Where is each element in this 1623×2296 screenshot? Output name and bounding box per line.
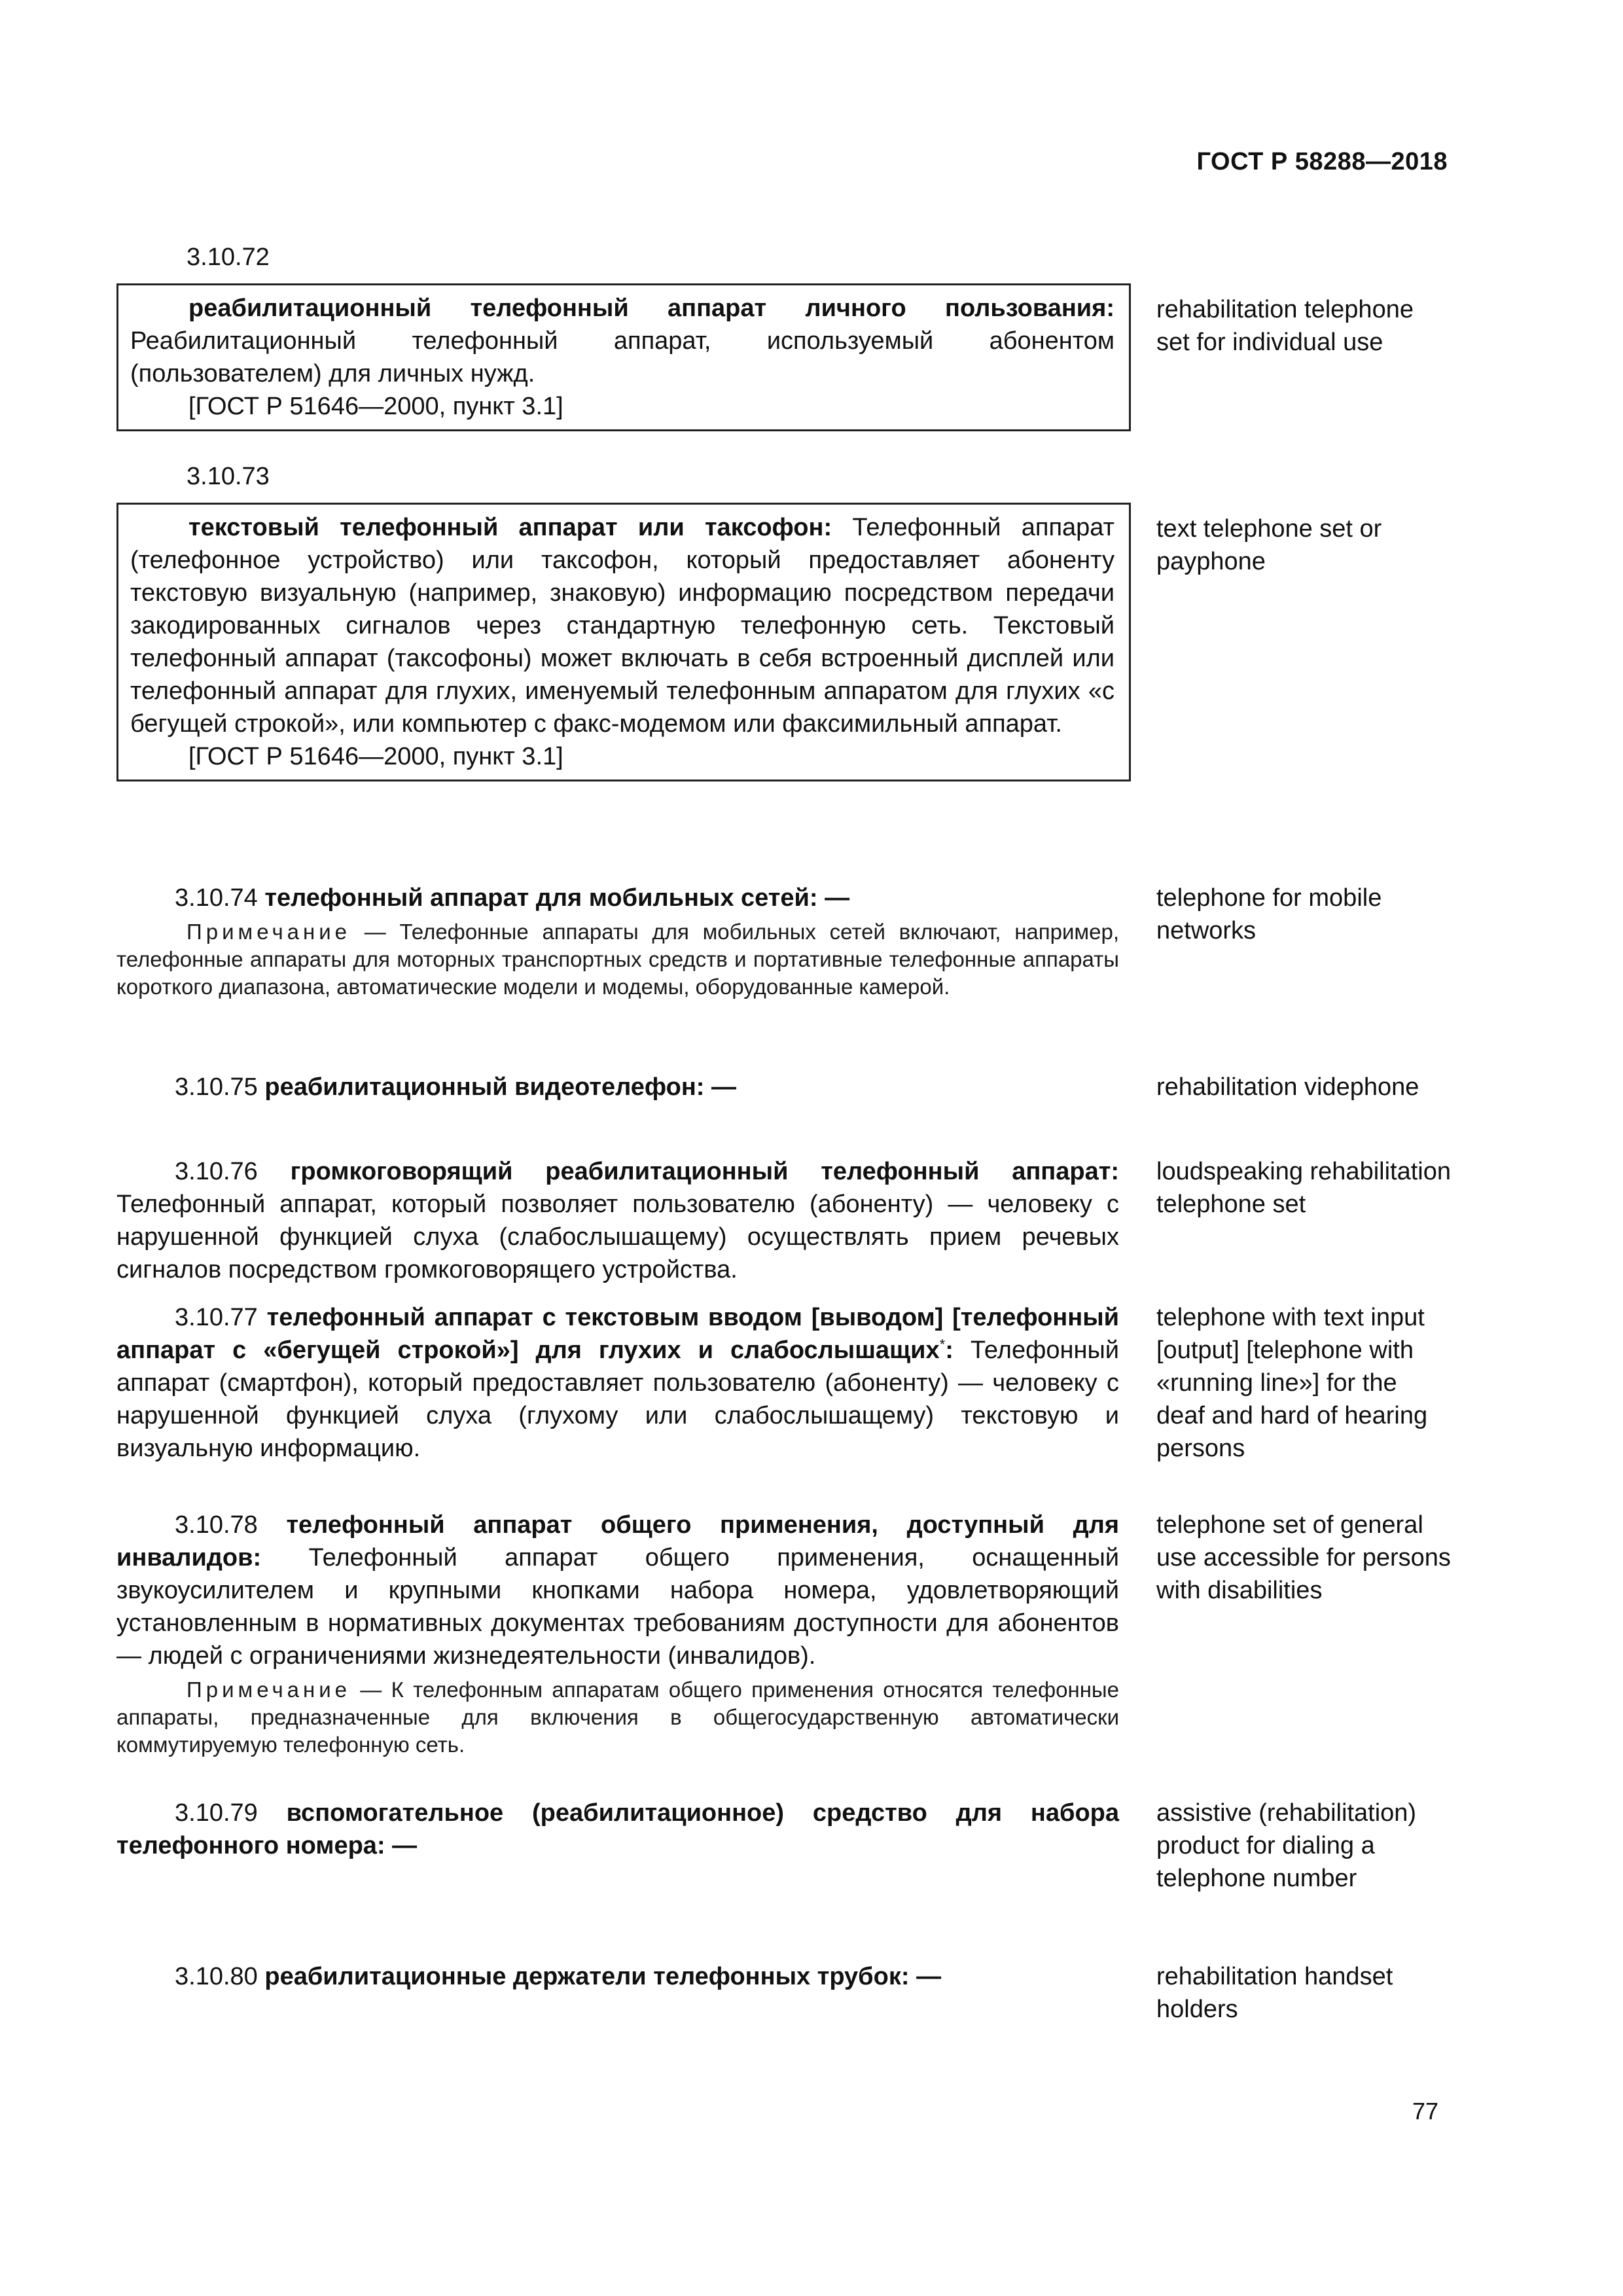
entry-number: 3.10.74 [175,884,258,912]
page-number: 77 [1412,2098,1438,2125]
term-definition [130,292,1115,390]
term-entry [116,1797,1119,1862]
term-entry [116,1960,1119,1993]
term-entry [116,1301,1119,1465]
definition-text: Телефонный аппарат (смартфон), который предоставляет пользователю (абоненту) — человеку с нарушенной функцией слуха (глухому или слабослышащему) текстовую и визуальную информацию. [116,1336,1119,1462]
document-header: ГОСТ Р 58288—2018 [1196,148,1448,175]
term-title: реабилитационный телефонный аппарат личного пользования: [188,295,1115,322]
english-equivalent: telephone with text input [output] [telephone with «running line»] for the deaf and hard of hearing persons [1156,1304,1428,1462]
english-equivalent: loudspeaking rehabilitation telephone set [1156,1158,1451,1218]
term-entry [116,1155,1119,1286]
note-label: Примечание [187,1677,351,1702]
entry-number: 3.10.78 [175,1511,258,1539]
note-text: — К телефонным аппаратам общего применения относятся телефонные аппараты, предназначенные для включения в общегосударственную автоматически коммутируемую телефонную сеть. [116,1677,1119,1757]
term-definition [116,1071,1119,1103]
term-definition [116,1797,1119,1862]
definition-text: Телефонный аппарат общего применения, оснащенный звукоусилителем и крупными кнопками набора номера, удовлетворяющий установленным в нормативных документах требованиям доступности для абонентов — людей с ограничениями жизнедеятельности (инвалидов). [116,1544,1119,1670]
boxed-term-entry [116,283,1131,431]
term-definition [116,882,1119,914]
term-entry [116,1509,1119,1759]
term-title: реабилитационный видеотелефон: — [264,1073,737,1101]
english-equivalent: text telephone set or payphone [1156,515,1382,575]
term-definition [130,511,1115,740]
entry-number: 3.10.79 [175,1799,258,1827]
term-title: телефонный аппарат для мобильных сетей: — [264,884,850,912]
english-equivalent: telephone for mobile networks [1156,884,1382,944]
term-definition [116,1509,1119,1672]
term-title: текстовый телефонный аппарат или таксофон: [188,514,832,541]
note [116,1676,1119,1759]
term-entry [116,1071,1119,1103]
term-title: реабилитационные держатели телефонных трубок: — [264,1963,942,1990]
term-title: громкоговорящий реабилитационный телефонный аппарат: [290,1158,1119,1185]
entry-number: 3.10.73 [187,463,270,490]
entry-number: 3.10.75 [175,1073,258,1101]
entry-number: 3.10.77 [175,1304,258,1331]
source-reference: [ГОСТ Р 51646—2000, пункт 3.1] [188,743,563,770]
boxed-term-entry [116,503,1131,781]
note-label: Примечание [187,920,351,944]
english-equivalent: rehabilitation videphone [1156,1073,1419,1101]
note [116,918,1119,1001]
term-colon: : [945,1336,954,1364]
term-entry [116,882,1119,1001]
term-definition [116,1301,1119,1465]
footnote-mark: * [939,1336,946,1353]
english-equivalent: rehabilitation handset holders [1156,1963,1393,2023]
term-definition [116,1960,1119,1993]
entry-number: 3.10.76 [175,1158,258,1185]
entry-number: 3.10.72 [187,243,270,271]
term-definition [116,1155,1119,1286]
english-equivalent: telephone set of general use accessible for persons with disabilities [1156,1511,1451,1604]
english-equivalent: rehabilitation telephone set for individual use [1156,296,1414,356]
entry-number: 3.10.80 [175,1963,258,1990]
term-title: телефонный аппарат общего применения, доступный для инвалидов: [116,1511,1120,1571]
term-title: вспомогательное (реабилитационное) средство для набора телефонного номера: — [116,1799,1120,1859]
english-equivalent: assistive (rehabilitation) product for dialing a telephone number [1156,1799,1417,1892]
note-text: — Телефонные аппараты для мобильных сетей включают, например, телефонные аппараты для моторных транспортных средств и портативные телефонные аппараты короткого диапазона, автоматические модели и модемы, оборудованные камерой. [116,920,1119,999]
definition-text: Телефонный аппарат, который позволяет пользователю (абоненту) — человеку с нарушенной функцией слуха (слабослышащему) осуществлять прием речевых сигналов посредством громкоговорящего устройства. [116,1191,1119,1283]
definition-text: Реабилитационный телефонный аппарат, используемый абонентом (пользователем) для личных нужд. [130,327,1115,387]
definition-text: Телефонный аппарат (телефонное устройство) или таксофон, который предоставляет абоненту текстовую визуальную (например, знаковую) информацию посредством передачи закодированных сигналов через стандартную телефонную сеть. Текстовый телефонный аппарат (таксофоны) может включать в себя встроенный дисплей или телефонный аппарат для глухих, именуемый телефонным аппаратом для глухих «с бегущей строкой», или компьютер с факс-модемом или факсимильный аппарат. [130,514,1115,738]
term-title: телефонный аппарат с текстовым вводом [выводом] [телефонный аппарат с «бегущей строкой»] для глухих и слабослышащих [116,1304,1120,1364]
source-reference: [ГОСТ Р 51646—2000, пункт 3.1] [188,393,563,420]
